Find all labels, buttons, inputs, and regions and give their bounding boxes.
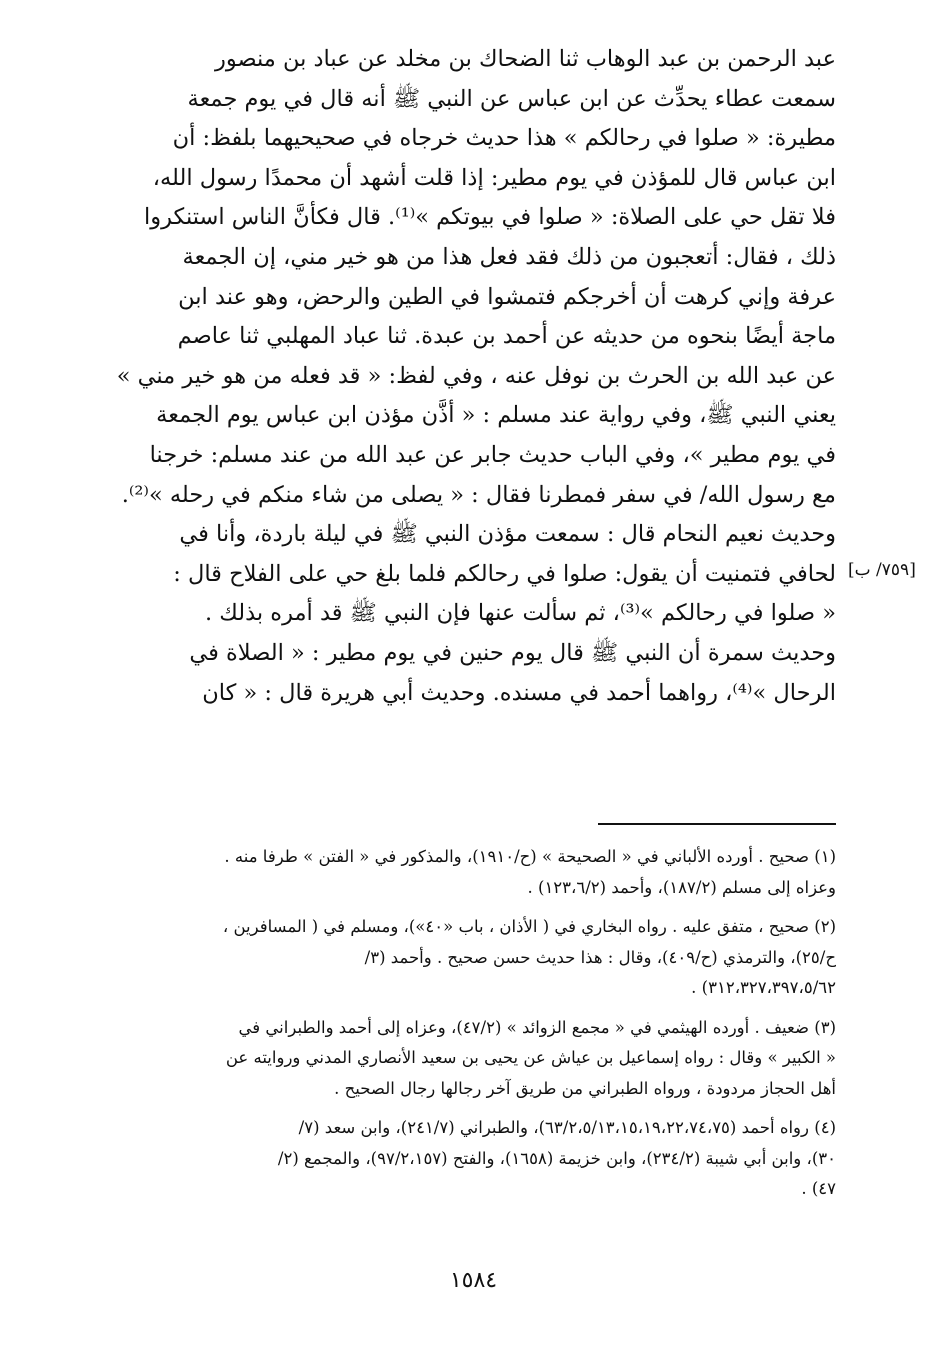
footnote-separator (598, 823, 836, 825)
main-text-block (98, 40, 836, 713)
footnote-line: « الكبير » وقال : رواه إسماعيل بن عياش عن يحيى بن سعيد الأنصاري المدني وروايته عن (225, 1048, 836, 1067)
body-line: عن عبد الله بن الحرث بن نوفل عنه ، وفي لفظ: « قد فعله من هو خير مني » (116, 362, 836, 389)
body-line: عرفة وإني كرهت أن أخرجكم فتمشوا في الطين والرحض، وهو عند ابن (178, 283, 836, 310)
body-line: ذلك ، فقال: أتعجبون من ذلك فقد فعل هذا من هو خير مني، إن الجمعة (182, 243, 836, 270)
footnotes-block (98, 842, 836, 1214)
footnote-line: (١) صحيح . أورده الألباني في « الصحيحة » (ح/١٩١٠)، والمذكور في « الفتن » طرفا منه . (224, 847, 836, 866)
footnote (98, 1013, 836, 1105)
body-line: مطيرة: « صلوا في رحالكم » هذا حديث خرجاه في صحيحيهما بلفظ: أن (172, 125, 836, 152)
body-line: في يوم مطير »، وفي الباب حديث جابر عن عبد الله من عند مسلم: خرجنا (149, 441, 836, 468)
footnote-line: أهل الحجاز مردودة ، ورواه الطبراني من طريق آخر رجالها رجال الصحيح . (334, 1078, 836, 1098)
body-line: الرحال »⁽⁴⁾، رواهما أحمد في مسنده. وحديث أبي هريرة قال : « كان (202, 679, 836, 706)
footnote (98, 1113, 836, 1205)
footnote-line: وعزاه إلى مسلم (١٨٧/٢)، وأحمد (١٢٣،٦/٢) . (527, 877, 836, 897)
body-line: مع رسول الله/ في سفر فمطرنا فقال : « يصلى من شاء منكم في رحله »⁽²⁾. (121, 481, 836, 508)
footnote-line: ٣١٢،٣٢٧،٣٩٧،٥/٦٢) . (691, 978, 836, 997)
page-number: ١٥٨٤ (449, 1268, 498, 1293)
footnote (98, 842, 836, 903)
footnote-line: ٣٠)، وابن أبي شيبة (٢٣٤/٢)، وابن خزيمة (١٦٥٨)، والفتح (٩٧/٢،١٥٧)، والمجمع (٢/ (277, 1148, 836, 1168)
body-line: ماجة أيضًا بنحوه من حديثه عن أحمد بن عبدة. ثنا عباد المهلبي ثنا عاصم (177, 323, 836, 350)
body-line: « صلوا في رحالكم »⁽³⁾، ثم سألت عنها فإن النبي ﷺ قد أمره بذلك . (204, 600, 836, 627)
footnote-line: (٣) ضعيف . أورده الهيثمي في « مجمع الزوائد » (٤٧/٢)، وعزاه إلى أحمد والطبراني في (238, 1017, 836, 1037)
margin-folio-note: [٧٥٩/ ب] (848, 560, 916, 580)
body-line: سمعت عطاء يحدِّث عن ابن عباس عن النبي ﷺ أنه قال في يوم جمعة (187, 85, 836, 112)
body-line: لحافي فتمنيت أن يقول: صلوا في رحالكم فلما بلغ حي على الفلاح قال : (173, 560, 836, 587)
body-line: ابن عباس قال للمؤذن في يوم مطير: إذا قلت أشهد أن محمدًا رسول الله، (152, 164, 836, 191)
footnote-line: ٤٧) . (801, 1179, 836, 1198)
footnote-line: (٢) صحيح ، متفق عليه . رواه البخاري في ( الأذان ، باب «٤٠»)، ومسلم في ( المسافرين ، (222, 917, 836, 936)
footnote-line: ح/٢٥)، والترمذي (ح/٤٠٩)، وقال : هذا حديث حسن صحيح . وأحمد (٣/ (364, 947, 836, 967)
body-line: يعني النبي ﷺ، وفي رواية عند مسلم : « أذَّن مؤذن ابن عباس يوم الجمعة (156, 402, 836, 429)
body-line: وحديث سمرة أن النبي ﷺ قال يوم حنين في يوم مطير : « الصلاة في (189, 639, 836, 666)
footnote-line: (٤) رواه أحمد (٦٣/٢،٥/١٣،١٥،١٩،٢٢،٧٤،٧٥)، والطبراني (٢٤١/٧)، وابن سعد (٧/ (298, 1118, 836, 1137)
body-line: عبد الرحمن بن عبد الوهاب ثنا الضحاك بن مخلد عن عباد بن منصور (214, 46, 836, 72)
body-line: فلا تقل حي على الصلاة: « صلوا في بيوتكم »⁽¹⁾. قال فكأنَّ الناس استنكروا (144, 204, 836, 231)
footnote (98, 912, 836, 1004)
body-line: وحديث نعيم النحام قال : سمعت مؤذن النبي ﷺ في ليلة باردة، وأنا في (179, 521, 836, 548)
